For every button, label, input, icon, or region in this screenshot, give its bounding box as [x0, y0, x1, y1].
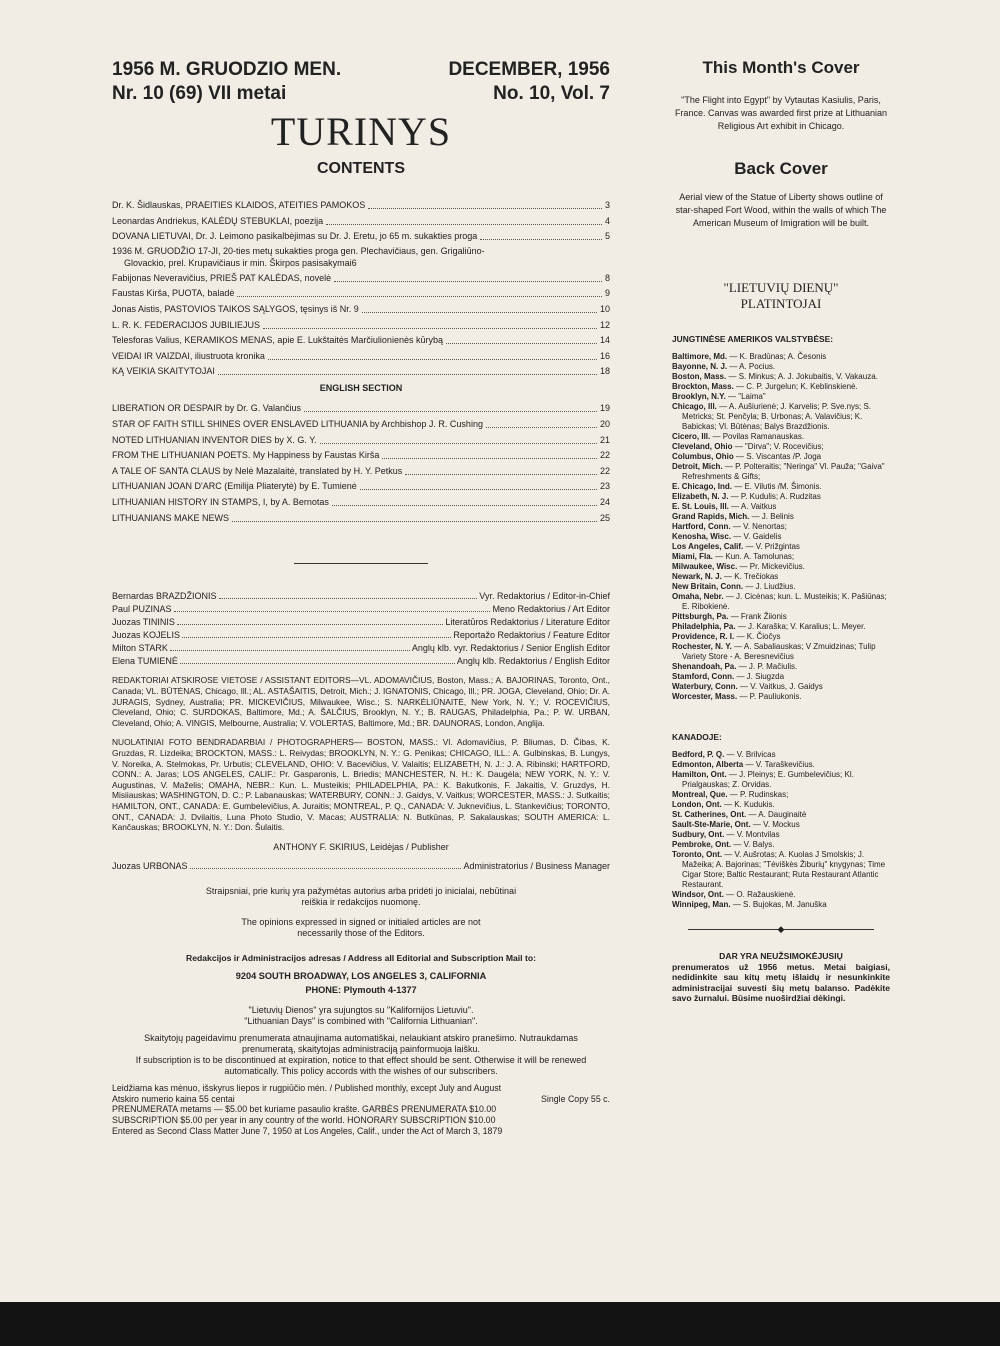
distributor-entry	[672, 512, 890, 522]
phone: PHONE: Plymouth 4-1377	[305, 984, 417, 995]
leader-dots	[218, 374, 597, 375]
distributor-entry	[672, 402, 890, 432]
toc-entry-page: 12	[599, 319, 610, 330]
distributor-names: — J. Liudžius.	[745, 582, 796, 591]
distributor-names: — V. Gaidelis	[733, 532, 782, 541]
distributor-entry	[672, 750, 890, 760]
toc-lithuanian	[112, 198, 610, 378]
distributor-city: London, Ont.	[672, 800, 722, 809]
merge-notes	[112, 1005, 610, 1027]
leader-dots	[360, 489, 597, 490]
distributor-city: Worcester, Mass.	[672, 692, 738, 701]
distributor-entry	[672, 462, 890, 482]
distributor-city: Toronto, Ont.	[672, 850, 723, 859]
leader-dots	[362, 312, 597, 313]
notice-heading: DAR YRA NEUŽSIMOKĖJUSIŲ	[719, 951, 843, 961]
distributor-names: — J. Pleinys; E. Gumbelevičius; Kl. Prialgauskas; Z. Orvidas.	[682, 770, 854, 789]
distributor-city: Shenandoah, Pa.	[672, 662, 737, 671]
distributor-names: — V. Vaitkus, J. Gaidys	[740, 682, 823, 691]
distributor-entry	[672, 760, 890, 770]
distributor-names: — V. Montvilas	[726, 830, 780, 839]
distributor-names: — S. Minkus; A. J. Jokubaitis, V. Vakauza.	[728, 372, 878, 381]
page-subtitle: CONTENTS	[317, 160, 405, 177]
toc-entry	[112, 271, 610, 285]
staff-row	[112, 655, 610, 667]
toc-entry-title: Telesforas Valius, KERAMIKOS MENAS, apie E. Lukštaitės Marčiulionienės kūrybą	[112, 335, 443, 346]
toc-entry-title: Dr. K. Šidlauskas, PRAEITIES KLAIDOS, ATEITIES PAMOKOS	[112, 200, 366, 210]
distributor-entry	[672, 552, 890, 562]
leader-dots	[320, 443, 597, 444]
manager-role: Administratorius / Business Manager	[463, 860, 610, 871]
leader-dots	[180, 663, 455, 664]
right-column	[672, 58, 890, 1004]
english-section-label: ENGLISH SECTION	[319, 383, 403, 394]
distributor-city: Providence, R. I.	[672, 632, 735, 641]
toc-entry-page: 10	[599, 303, 610, 314]
toc-entry-page: 5	[604, 231, 610, 242]
distributor-city: Philadelphia, Pa.	[672, 622, 736, 631]
distributor-city: Newark, N. J.	[672, 572, 722, 581]
toc-entry-page: 14	[599, 335, 610, 346]
distributor-entry	[672, 542, 890, 552]
distributor-names: — A. Dauginaitė	[748, 810, 807, 819]
leader-dots	[405, 474, 597, 475]
distributor-names: — J. P. Mačiulis.	[738, 662, 798, 671]
address-block	[112, 969, 610, 997]
publication-info	[112, 1083, 610, 1137]
distributor-names: — S. Viscantas /P. Joga	[736, 452, 822, 461]
toc-entry	[112, 448, 610, 462]
distributor-names: — J. Cicėnas; kun. L. Musteikis; K. Pašiūnas; E. Ribokienė.	[682, 592, 887, 611]
toc-entry-title: LIBERATION OR DESPAIR by Dr. G. Valančius	[112, 403, 302, 414]
masthead	[112, 58, 610, 106]
distributor-names: — V. Mockus	[752, 820, 800, 829]
distributor-names: — Frank Žiionis	[730, 612, 787, 621]
distributor-entry	[672, 612, 890, 622]
toc-entry-continued	[112, 257, 610, 269]
distributor-city: Hamilton, Ont.	[672, 770, 727, 779]
address: 9204 SOUTH BROADWAY, LOS ANGELES 3, CALIFORNIA	[235, 970, 487, 981]
toc-entry	[112, 417, 610, 431]
toc-entry-title: LITHUANIAN HISTORY IN STAMPS, I, by A. Bernotas	[112, 496, 329, 507]
toc-entry-page: 4	[604, 215, 610, 226]
distributor-entry	[672, 692, 890, 702]
leader-dots	[182, 637, 451, 638]
leader-dots	[174, 611, 491, 612]
toc-entry-page: 20	[599, 418, 610, 429]
distributor-city: Columbus, Ohio	[672, 452, 734, 461]
canada-distributors	[672, 750, 890, 910]
distributor-entry	[672, 392, 890, 402]
usa-distributors	[672, 352, 890, 702]
distributor-city: Omaha, Nebr.	[672, 592, 724, 601]
back-cover-text: Aerial view of the Statue of Liberty shows outline of star-shaped Fort Wood, within the walls of which The American Museum of Imigration will be built.	[675, 192, 887, 228]
distributor-entry	[672, 532, 890, 542]
toc-entry	[112, 333, 610, 347]
distributor-entry	[672, 790, 890, 800]
distributor-names: — V. Taraškevičius.	[745, 760, 815, 769]
notice-text: prenumeratos už 1956 metus. Metai baigiasi, nedidinkite sau kitų metų išlaidų ir nesunkinkite administracijai suvesti šių metų balanso. Padėkite savo žurnalui. Būsime nuoširdžiai dėkingi.	[672, 961, 890, 1004]
distributor-entry	[672, 820, 890, 830]
toc-entry-title: Faustas Kirša, PUOTA, baladė	[112, 288, 235, 299]
toc-entry-page: 9	[604, 288, 610, 299]
toc-entry-title: STAR OF FAITH STILL SHINES OVER ENSLAVED LITHUANIA by Archbishop J. R. Cushing	[112, 418, 483, 429]
toc-entry-title: FROM THE LITHUANIAN POETS. My Happiness by Faustas Kirša	[112, 450, 380, 461]
distributor-city: Elizabeth, N. J.	[672, 492, 729, 501]
distributor-entry	[672, 352, 890, 362]
distributor-city: Kenosha, Wisc.	[672, 532, 732, 541]
distributor-city: Bayonne, N. J.	[672, 362, 728, 371]
leader-dots	[480, 239, 602, 240]
distributor-entry	[672, 482, 890, 492]
toc-entry-title-continued: Glovackio, prel. Krupavičiaus ir min. Škirpos pasisakymai	[124, 257, 352, 268]
distributor-city: Montreal, Que.	[672, 790, 728, 799]
renew-lt: Skaitytojų pageidavimu prenumerata atnaujinama automatiškai, nelaukiant atskiro pranešimo. Nutraukdamas prenumeratą, skaitytojas administraciją painformuoja laišku.	[144, 1032, 578, 1054]
toc-entry	[112, 286, 610, 300]
leader-dots	[237, 296, 602, 297]
toc-entry	[112, 433, 610, 447]
distributor-entry	[672, 632, 890, 642]
distributor-city: Waterbury, Conn.	[672, 682, 738, 691]
en-issue: No. 10, Vol. 7	[493, 83, 610, 104]
pubinfo-line: SUBSCRIPTION $5.00 per year in any country of the world. HONORARY SUBSCRIPTION $10.00	[112, 1115, 496, 1126]
distributor-names: — O. Ražauskienė.	[726, 890, 796, 899]
distributor-names: — A. Vaitkus	[731, 502, 777, 511]
toc-entry-title: NOTED LITHUANIAN INVENTOR DIES by X. G. Y.	[112, 434, 317, 445]
toc-entry	[112, 302, 610, 316]
merge-lt: "Lietuvių Dienos" yra sujungtos su "Kalifornijos Lietuviu".	[248, 1004, 474, 1015]
toc-entry	[112, 364, 610, 378]
toc-entry-title: VEIDAI IR VAIZDAI, iliustruota kronika	[112, 350, 265, 361]
leader-dots	[263, 328, 597, 329]
en-date: DECEMBER, 1956	[448, 59, 610, 80]
leader-dots	[382, 458, 597, 459]
distributor-city: Brockton, Mass.	[672, 382, 734, 391]
distributor-names: — E. Vilutis /M. Šimonis.	[734, 482, 822, 491]
staff-role: Literatūros Redaktorius / Literature Editor	[445, 616, 610, 627]
distributor-names: — "Laima"	[728, 392, 766, 401]
pubinfo-line: Entered as Second Class Matter June 7, 1950 at Los Angeles, Calif., under the Act of March 3, 1879	[112, 1125, 503, 1136]
distributor-city: E. St. Louis, Ill.	[672, 502, 729, 511]
toc-entry-page: 3	[604, 200, 610, 210]
leader-dots	[334, 281, 602, 282]
toc-entry-page: 19	[599, 403, 610, 414]
distributor-names: — V. Balys.	[733, 840, 775, 849]
distributor-city: Winnipeg, Man.	[672, 900, 731, 909]
pubinfo-price-en: Single Copy 55 c.	[541, 1093, 610, 1104]
staff-role: Reportažo Redaktorius / Feature Editor	[453, 630, 610, 641]
staff-role: Anglų klb. vyr. Redaktorius / Senior English Editor	[411, 643, 610, 654]
distributor-names: — V. Brilvicas	[726, 750, 776, 759]
distributor-city: Detroit, Mich.	[672, 462, 723, 471]
toc-english	[112, 401, 610, 524]
toc-entry	[112, 214, 610, 228]
leader-dots	[304, 411, 597, 412]
distributor-names: — P. Kudulis; A. Rudzitas	[730, 492, 821, 501]
distributor-city: Rochester, N. Y.	[672, 642, 732, 651]
toc-entry-title: 1936 M. GRUODŽIO 17-JI, 20-ties metų sukakties proga gen. Plechavičiaus, gen. Grigaliūno-	[112, 245, 485, 256]
distributor-entry	[672, 372, 890, 382]
distributor-city: Milwaukee, Wisc.	[672, 562, 738, 571]
distributor-city: Cleveland, Ohio	[672, 442, 733, 451]
note-en: The opinions expressed in signed or initialed articles are not necessarily those of the Editors.	[241, 916, 481, 938]
toc-entry	[112, 198, 610, 212]
staff-name: Milton STARK	[112, 643, 168, 654]
distributor-entry	[672, 522, 890, 532]
staff-role: Vyr. Redaktorius / Editor-in-Chief	[479, 590, 610, 601]
leader-dots	[170, 650, 410, 651]
distributor-entry	[672, 582, 890, 592]
distributor-entry	[672, 840, 890, 850]
toc-entry-title: KĄ VEIKIA SKAITYTOJAI	[112, 366, 215, 377]
distributor-city: Stamford, Conn.	[672, 672, 735, 681]
unpaid-notice	[672, 951, 890, 1004]
distributor-entry	[672, 442, 890, 452]
toc-entry	[112, 349, 610, 363]
toc-entry	[112, 229, 610, 243]
staff-row	[112, 642, 610, 654]
toc-entry	[112, 245, 610, 269]
distributor-city: Grand Rapids, Mich.	[672, 512, 750, 521]
distributor-entry	[672, 770, 890, 790]
distributor-names: — J. Karaška; V. Karalius; L. Meyer.	[737, 622, 866, 631]
distributor-names: — "Dirva"; V. Rocevičius;	[734, 442, 824, 451]
distributor-city: St. Catherines, Ont.	[672, 810, 747, 819]
leader-dots	[268, 359, 597, 360]
distributor-names: — C. P. Jurgelun; K. Keblinskienė.	[736, 382, 858, 391]
distributor-names: — Pr. Mickevičius.	[739, 562, 805, 571]
distributor-names: — Povilas Ramanauskas.	[712, 432, 805, 441]
distributor-names: — A. Sabaliauskas; V Zmuidzinas; Tulip Variety Store - A. Beresnevičius	[682, 642, 876, 661]
leader-dots	[446, 343, 597, 344]
assistant-editors: REDAKTORIAI ATSKIROSE VIETOSE / ASSISTANT EDITORS—VL. ADOMAVIČIUS, Boston, Mass.; A. BAJORINAS, Toronto, Ont., Canada; VL. BŪTĖNAS, Chicago, Ill.; AL. ASTAŠAITIS, Detroit, Mich.; J. IGNATONIS, Chicago, Ill.; PR. JOGA, Cleveland, Ohio; Dr. A. JURAGIS, Sydney, Australia; PR. MICKEVIČIUS, Milwaukee, Wisc.; S. NARKĖLIŪNAITĖ, New York, N. Y.; V. ROCEVIČIUS, Cleveland, Ohio; C. SURDOKAS, Baltimore, Md.; A. ŠALČIUS, Brooklyn, N. Y.; B. RAUGAS, Philadelphia, Pa.; P. W. URBAN, Cleveland, Ohio; A. VINGIS, Melbourne, Australia; V. VOLERTAS, Baltimore, Md.; BR. DAUNORAS, London, Anglija.	[112, 675, 610, 728]
distributor-city: Bedford, P. Q.	[672, 750, 725, 759]
distributor-entry	[672, 502, 890, 512]
staff-row	[112, 603, 610, 615]
staff-name: Paul PUZINAS	[112, 603, 172, 614]
distributor-entry	[672, 830, 890, 840]
staff-name: Bernardas BRAZDŽIONIS	[112, 590, 217, 601]
leader-dots	[232, 521, 597, 522]
address-heading: Redakcijos ir Administracijos adresas / Address all Editorial and Subscription Mail to:	[186, 952, 536, 963]
distributor-entry	[672, 682, 890, 692]
staff-row	[112, 629, 610, 641]
toc-entry-page: 22	[599, 450, 610, 461]
leader-dots	[486, 427, 597, 428]
distributor-names: — K. Bradūnas; A. Česonis	[729, 352, 827, 361]
distributor-entry	[672, 382, 890, 392]
staff-role: Anglų klb. Redaktorius / English Editor	[456, 656, 610, 667]
distributor-entry	[672, 622, 890, 632]
distributor-city: Hartford, Conn.	[672, 522, 731, 531]
note-lt: Straipsniai, prie kurių yra pažymėtas autorius arba pridėti jo inicialai, nebūtinai reiškia ir redakcijos nuomonę.	[205, 885, 517, 907]
distributor-city: Chicago, Ill.	[672, 402, 717, 411]
merge-en: "Lithuanian Days" is combined with "California Lithuanian".	[244, 1015, 478, 1026]
distributor-city: Cicero, Ill.	[672, 432, 711, 441]
toc-entry-page: 25	[599, 512, 610, 523]
distributor-names: — S. Bujokas, M. Januška	[732, 900, 827, 909]
distributor-city: Pembroke, Ont.	[672, 840, 732, 849]
staff-name: Juozas KOJELIS	[112, 630, 181, 641]
staff-role: Meno Redaktorius / Art Editor	[492, 603, 610, 614]
toc-entry-title: Leonardas Andriekus, KALĖDŲ STEBUKLAI, poezija	[112, 215, 324, 226]
pubinfo-line: PRENUMERATA metams — $5.00 bet kuriame pasaulio krašte. GARBĖS PRENUMERATA $10.00	[112, 1104, 497, 1115]
pubinfo-price-lt: Atskiro numerio kaina 55 centai	[112, 1093, 235, 1104]
toc-entry	[112, 464, 610, 478]
distributor-city: E. Chicago, Ind.	[672, 482, 733, 491]
distributor-city: Los Angeles, Calif.	[672, 542, 744, 551]
staff-name: Juozas TININIS	[112, 616, 175, 627]
distributor-names: — P. Pauliukonis.	[739, 692, 802, 701]
distributor-names: — A. Pocius.	[729, 362, 776, 371]
distributor-city: New Britain, Conn.	[672, 582, 744, 591]
toc-entry-title: DOVANA LIETUVAI, Dr. J. Leimono pasikalbėjimas su Dr. J. Eretu, jo 65 m. sukakties proga	[112, 231, 478, 242]
toc-entry	[112, 495, 610, 509]
distributor-entry	[672, 362, 890, 372]
canada-label: KANADOJE:	[672, 732, 722, 742]
toc-entry-page: 23	[599, 481, 610, 492]
distributor-names: — Kun. A. Tamolunas;	[715, 552, 795, 561]
leader-dots	[326, 224, 602, 225]
toc-entry-page: 18	[599, 366, 610, 377]
distributor-names: — A. Aušiurienė; J. Karvelis; P. Sve.nys; S. Metricks; St. Penčyla; B. Urbonas; A. Valavičius; K. Babickas; Vl. Būtėnas; Balys Brazdžionis.	[682, 402, 872, 431]
toc-entry-title: Fabijonas Neveravičius, PRIEŠ PAT KALĖDAS, novelė	[112, 272, 332, 283]
distributor-city: Windsor, Ont.	[672, 890, 724, 899]
toc-entry-page: 8	[604, 272, 610, 283]
distributor-entry	[672, 642, 890, 662]
distributor-city: Pittsburgh, Pa.	[672, 612, 729, 621]
toc-entry-page: 16	[599, 350, 610, 361]
distributor-names: — P. Rudinskas;	[729, 790, 789, 799]
distributor-entry	[672, 572, 890, 582]
divider	[294, 563, 428, 564]
toc-entry	[112, 401, 610, 415]
cover-title: This Month's Cover	[702, 58, 860, 77]
distributor-entry	[672, 810, 890, 820]
cover-text: "The Flight into Egypt" by Vytautas Kasiulis, Paris, France. Canvas was awarded first prize at Lithuanian Religious Art exhibit in Chicago.	[674, 95, 888, 131]
publisher: ANTHONY F. SKIRIUS, Leidėjas / Publisher	[273, 841, 449, 852]
toc-entry-title: L. R. K. FEDERACIJOS JUBILIEJUS	[112, 319, 261, 330]
manager-name: Juozas URBONAS	[112, 860, 188, 871]
distributor-names: — J. Belinis	[751, 512, 794, 521]
leader-dots	[332, 505, 597, 506]
distributor-city: Sault-Ste-Marie, Ont.	[672, 820, 751, 829]
distributor-entry	[672, 800, 890, 810]
toc-entry-title: LITHUANIANS MAKE NEWS	[112, 512, 230, 523]
staff-row	[112, 616, 610, 628]
distributor-names: — J. Siugzda	[736, 672, 785, 681]
toc-entry	[112, 318, 610, 332]
toc-entry-page: 22	[599, 465, 610, 476]
distributor-names: — V. Nenortas;	[732, 522, 787, 531]
lt-issue: Nr. 10 (69) VII metai	[112, 83, 287, 104]
distributor-entry	[672, 432, 890, 442]
distributor-names: — K. Kudukis.	[724, 800, 775, 809]
toc-entry-title: LITHUANIAN JOAN D'ARC (Emilija Pliaterytė) by E. Tumienė	[112, 481, 357, 492]
left-column	[112, 58, 610, 1137]
distributor-names: — V. Prižgintas	[745, 542, 800, 551]
pubinfo-line: Leidžiama kas mėnuo, išskyrus liepos ir rugpiūčio mėn. / Published monthly, except July and August	[112, 1082, 502, 1093]
distributor-city: Boston, Mass.	[672, 372, 727, 381]
distributor-names: — P. Polteraitis; "Neringa" Vl. Pauža; "Gaiva" Refreshments & Gifts;	[682, 462, 885, 481]
leader-dots	[177, 624, 444, 625]
distributor-entry	[672, 672, 890, 682]
page-title: TURINYS	[270, 109, 452, 154]
distributor-entry	[672, 492, 890, 502]
staff-list	[112, 590, 610, 668]
toc-entry-page: 6	[351, 257, 357, 268]
toc-entry-title: A TALE OF SANTA CLAUS by Nelė Mazalaitė, translated by H. Y. Petkus	[112, 465, 403, 476]
photographers: NUOLATINIAI FOTO BENDRADARBIAI / PHOTOGRAPHERS— BOSTON, MASS.: Vl. Adomavičius, P. Bliumas, D. Čibas, K. Gruzdas, R. Lizdeika; BROCKTON, MASS.: L. Reivydas; BROOKLYN, N. Y.: G. Penikas; CHICAGO, ILL.: A. Gulbinskas, B. Lungys, V. Noreika, A. Stelmokas, Pr. Urbutis; CLEVELAND, OHIO: V. Bacevičius, V. Valaitis; ELIZABETH, N. J.: J. A. Ribinski; HARTFORD, CONN.: A. Jaras; LOS ANGELES, CALIF.: Pr. Gasparonis, L. Briedis; MANCHESTER, N. H.: K. Daugėla; NEW YORK, N. Y.: V. Augustinas, V. Maželis; OMAHA, NEBR.: Kun. L. Musteikis; PHILADELPHIA, PA.: K. Bakutkonis, F. Jakaitis, V. Gruzdys, H. Misiiauskas; WASHINGTON, D. C.: P. Labanauskas; WATERBURY, CONN.: J. Gaidys, V. Vaitkus; WORCESTER, MASS.: J. Sutkaitis; HAMILTON, ONT., CANADA: E. Gumbelevičius, A. Juraitis; MONTREAL, P. Q., CANADA: V. Juknevičius, L. Stankevičius; TORONTO, ONT., CANADA: J. Dvilaitis, Luna Photo Studio, V. Macas; AUSTRALIA: N. Butkūnas, P. Sakalauskas; SOUTH AMERICA: L. Kančauskas; BROOKLYN, N. Y.: Don. Šulaitis.	[112, 737, 610, 833]
toc-entry	[112, 511, 610, 525]
toc-entry-page: 21	[599, 434, 610, 445]
distributor-entry	[672, 850, 890, 890]
ornament-divider: ◆	[672, 924, 890, 935]
distributor-entry	[672, 662, 890, 672]
distributor-names: — V. Aušrotas; A. Kuolas J Smolskis; J. Mažeika; A. Bajorinas; "Tėviškės Žiburių" knygynas; Time Cigar Store; Baltic Restaurant; Ruta Restaurant Atlantic Restaurant.	[682, 850, 886, 889]
usa-label: JUNGTINĖSE AMERIKOS VALSTYBĖSE:	[672, 334, 834, 344]
bottom-bar	[0, 1302, 1000, 1346]
distributor-entry	[672, 562, 890, 572]
renew-en: If subscription is to be discontinued at expiration, notice to that effect should be sent. Otherwise it will be renewed automatically. This policy accords with the wishes of our subscribers.	[135, 1054, 587, 1076]
distributor-city: Baltimore, Md.	[672, 352, 728, 361]
distributor-entry	[672, 900, 890, 910]
distributor-names: — K. Trečiokas	[724, 572, 779, 581]
distributors-title: "LIETUVIŲ DIENŲ" PLATINTOJAI	[723, 280, 839, 311]
back-cover-title: Back Cover	[734, 159, 828, 178]
staff-name: Elena TUMIENĖ	[112, 656, 178, 667]
leader-dots	[190, 868, 462, 869]
toc-entry	[112, 479, 610, 493]
leader-dots	[219, 598, 478, 599]
distributor-entry	[672, 592, 890, 612]
lt-date: 1956 M. GRUODZIO MEN.	[112, 59, 342, 80]
distributor-entry	[672, 452, 890, 462]
manager-row	[112, 860, 610, 872]
toc-entry-page: 24	[599, 496, 610, 507]
distributor-city: Miami, Fla.	[672, 552, 713, 561]
distributor-city: Brooklyn, N.Y.	[672, 392, 726, 401]
toc-entry-title: Jonas Aistis, PASTOVIOS TAIKOS SĄLYGOS, tęsinys iš Nr. 9	[112, 303, 359, 314]
staff-row	[112, 590, 610, 602]
distributor-city: Edmonton, Alberta	[672, 760, 744, 769]
distributor-names: — K. Čiočys	[736, 632, 781, 641]
distributor-city: Sudbury, Ont.	[672, 830, 725, 839]
leader-dots	[368, 208, 602, 209]
distributor-entry	[672, 890, 890, 900]
